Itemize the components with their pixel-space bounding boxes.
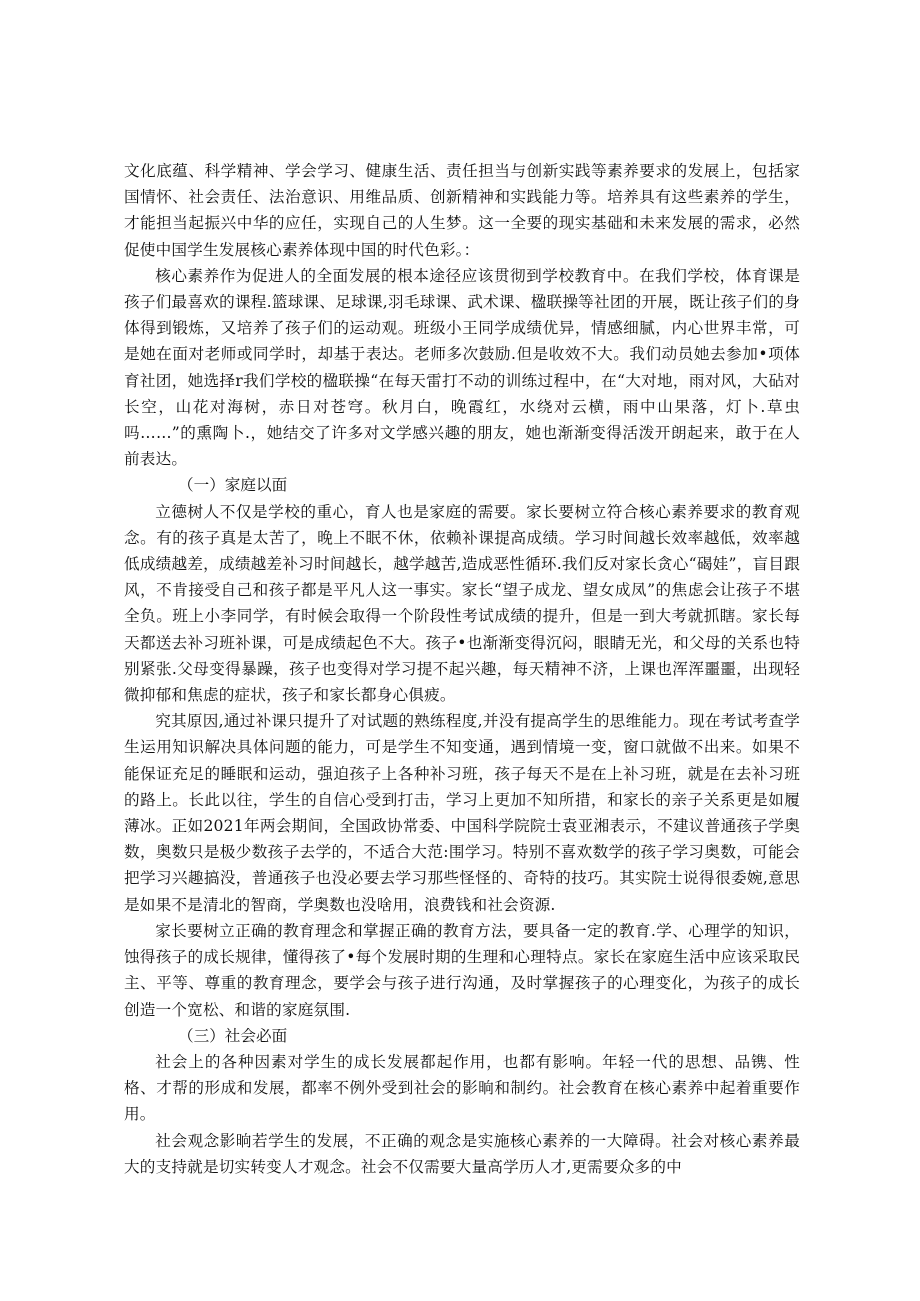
- section-heading-society: （三）社会必面: [178, 1026, 288, 1045]
- paragraph-school-education: 核心素养作为促进人的全面发展的根本途径应该贯彻到学校教育中。在我们学校，体育课是孩子们最喜欢的课程.篮球课、足球课,羽毛球课、武术课、楹联操等社团的开展，既让孩子们的身体得到锻炼，又培养了孩子们的运动观。班级小王同学成绩优异，情感细腻，内心世界丰常，可是她在面对老师或同学时，却基于表达。老师多次鼓励.但是收效不大。我们动员她去参加•项体育社团，她选择r我们学校的楹联操“在每天雷打不动的训练过程中，在“大对地，雨对风，大砧对长空，山花对海树，赤日对苍穹。秋月白，晚霞红，水绕对云横，雨中山果落，灯卜.草虫吗……”的熏陶卜.，她结交了许多对文学感兴趣的朋友，她也渐渐变得活泼开朗起来，敢于在人前表达。: [124, 266, 800, 469]
- document-body: [124, 158, 800, 1180]
- section-heading-family: （一）家庭以面: [178, 476, 288, 495]
- paragraph-tutoring-cause: 究其原因,通过补课只提升了对试题的熟练程度,并没有提高学生的思维能力。现在考试考查学生运用知识解决具体问题的能力，可是学生不知变通，遇到情境一变，窗口就做不出来。如果不能保证充足的睡眠和运动，强迫孩子上各种补习班，孩子每天不是在上补习班，就是在去补习班的路上。长此以往，学生的自信心受到打击，学习上更加不知所措，和家长的亲子关系更是如履薄冰。正如2021年两会期间，全国政协常委、中国科学院院士袁亚湘表示，不建议普通孩子学奥数，奥数只是极少数孩子去学的，不适合大范:围学习。特别不喜欢数学的孩子学习奥数，可能会把学习兴趣搞没，普通孩子也没必要去学习那些怪怪的、奇特的技巧。其实院士说得很委婉,意思是如果不是清北的智商，学奥数也没啥用，浪费钱和社会资源.: [124, 712, 800, 914]
- paragraph-social-factors: 社会上的各种因素对学生的成长发展都起作用，也都有影响。年轻一代的思想、品镌、性格、才帮的形成和发展，都率不例外受到社会的影晌和制约。社会教育在核心素养中起着重要作用。: [124, 1052, 800, 1124]
- paragraph-core-literacy-intro: 文化底蕴、科学精神、学会学习、健康生活、责任担当与创新实践等素养要求的发展上，包括家国情怀、社会责任、法治意识、用维品质、创新精神和实践能力等。培养具有这些素养的学生，才能担当起振兴中华的应任，实现自己的人生梦。这一全要的现实基础和未来发展的需求，必然促使中国学生发展核心素养体现中国的时代色彩。：: [124, 162, 800, 259]
- paragraph-family-education: 立德树人不仅是学校的重心，育人也是家庭的需要。家长要树立符合核心素养要求的教育观念。有的孩子真是太苦了，晚上不眠不休，依赖补课提高成绩。学习时间越长效率越低，效率越低成绩越差，成绩越差补习时间越长，越学越苦,造成恶性循环.我们反对家长贪心“碣娃”，盲目跟风，不肯接受自己和孩子都是平凡人这一事实。家长“望子成龙、望女成凤”的焦虑会让孩子不堪全负。班上小李同学，有时候会取得一个阶段性考试成绩的提升，但是一到大考就抓瞎。家长每天都送去补习班补课，可是成绩起色不大。孩子•也渐渐变得沉闷，眼睛无光，和父母的关系也特别紧张.父母变得暴躁，孩子也变得对学习提不起兴趣，每天精神不济，上课也浑浑噩噩，出现轻微抑郁和焦虑的症状，孩子和家长都身心俱疲。: [124, 502, 800, 705]
- paragraph-parent-ideas: 家长要树立正确的教育理念和掌握正确的教育方法，要具备一定的教育.学、心理学的知识，蚀得孩子的成长规律，懂得孩了•每个发展时期的生理和心理特点。家长在家庭生活中应该采取民主、平等、尊重的教育理念，要学会与孩子进行沟通，及时掌握孩子的心理变化，为孩子的成长创造一个宽松、和谐的家庭氛围.: [124, 921, 800, 1019]
- paragraph-social-concepts: 社会观念影晌若学生的发展，不正确的观念是实施核心素养的一大障碍。社会对核心素养最大的支持就是切实转变人才观念。社会不仅需要大量高学历人才,更需要众多的中: [124, 1131, 800, 1176]
